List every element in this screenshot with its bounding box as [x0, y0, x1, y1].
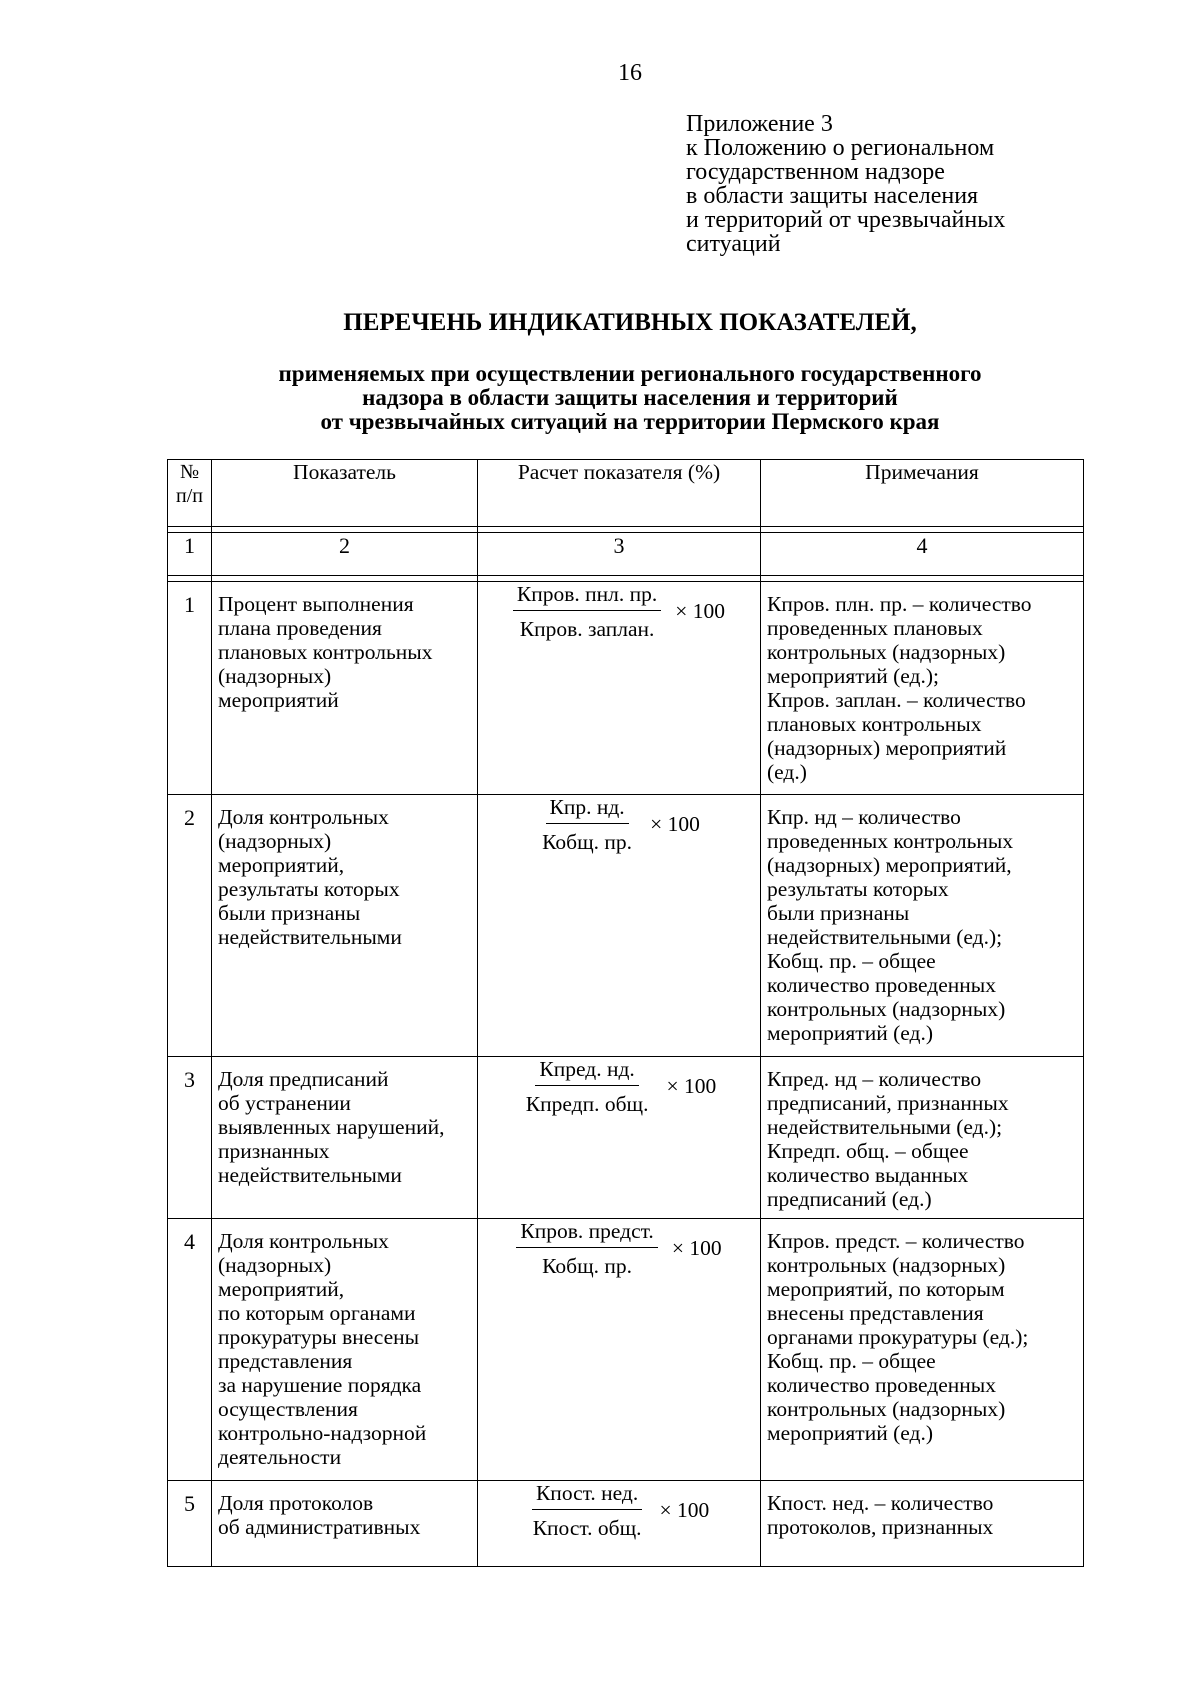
note-line: мероприятий (ед.) [767, 1021, 933, 1045]
fraction [538, 795, 636, 854]
indicator-line: Доля протоколов [218, 1491, 374, 1515]
formula-denominator: Кпров. заплан. [519, 617, 655, 641]
column-number-row [168, 533, 1084, 576]
title-sub-line: от чрезвычайных ситуаций на территории Пермского края [320, 409, 940, 434]
fraction [513, 582, 661, 641]
title-main: ПЕРЕЧЕНЬ ИНДИКАТИВНЫХ ПОКАЗАТЕЛЕЙ, [343, 309, 917, 336]
fraction [516, 1219, 657, 1278]
row-number: 3 [168, 1057, 212, 1219]
row-number: 1 [168, 582, 212, 795]
table-row [168, 582, 1084, 795]
row-notes [761, 1057, 1084, 1219]
note-line: были признаны [767, 901, 910, 925]
note-line: (надзорных) мероприятий, [767, 853, 1012, 877]
note-line: контрольных (надзорных) [767, 640, 1006, 664]
indicator-line: (надзорных) [218, 1253, 332, 1277]
formula-denominator: Кобщ. пр. [542, 830, 633, 854]
indicator-line: плана проведения [218, 616, 382, 640]
formula [478, 582, 760, 641]
indicator-line: Доля предписаний [218, 1067, 389, 1091]
row-calculation [478, 1057, 761, 1219]
formula-multiplier: × 100 [659, 1498, 710, 1522]
indicator-line: результаты которых [218, 877, 400, 901]
formula-multiplier: × 100 [650, 812, 700, 836]
indicator-line: об устранении [218, 1091, 351, 1115]
row-notes [761, 795, 1084, 1057]
note-line: Кпр. нд – количество [767, 805, 961, 829]
fraction [522, 1057, 653, 1116]
row-notes [761, 582, 1084, 795]
indicator-line: недействительными [218, 1163, 402, 1187]
appendix-line: ситуаций [686, 231, 781, 257]
appendix-line: Приложение 3 [686, 111, 833, 137]
column-number: 3 [478, 533, 761, 576]
indicator-line: прокуратуры внесены [218, 1325, 420, 1349]
indicator-line: (надзорных) [218, 664, 332, 688]
table-row [168, 1481, 1084, 1567]
note-line: Кпров. предст. – количество [767, 1229, 1025, 1253]
page-number: 16 [618, 60, 642, 86]
note-line: Кпред. нд – количество [767, 1067, 982, 1091]
indicator-line: Процент выполнения [218, 592, 414, 616]
note-line: проведенных плановых [767, 616, 983, 640]
note-line: результаты которых [767, 877, 949, 901]
indicator-line: за нарушение порядка [218, 1373, 422, 1397]
row-notes [761, 1219, 1084, 1481]
header-num-line2: п/п [176, 485, 203, 507]
note-line: Кпров. заплан. – количество [767, 688, 1026, 712]
row-indicator [212, 1057, 478, 1219]
formula [478, 1057, 760, 1116]
note-line: (ед.) [767, 760, 807, 784]
formula-denominator: Кпост. общ. [532, 1516, 642, 1540]
note-line: Кпост. нед. – количество [767, 1491, 994, 1515]
indicator-line: были признаны [218, 901, 361, 925]
indicator-line: признанных [218, 1139, 330, 1163]
formula-denominator: Кобщ. пр. [542, 1254, 633, 1278]
note-line: плановых контрольных [767, 712, 982, 736]
note-line: контрольных (надзорных) [767, 997, 1006, 1021]
note-line: органами прокуратуры (ед.); [767, 1325, 1029, 1349]
indicator-line: представления [218, 1349, 353, 1373]
formula [478, 1481, 760, 1540]
title-sub-line: надзора в области защиты населения и территорий [362, 385, 898, 410]
row-indicator [212, 1219, 478, 1481]
formula-denominator: Кпредп. общ. [525, 1092, 649, 1116]
note-line: контрольных (надзорных) [767, 1253, 1006, 1277]
table-row [168, 795, 1084, 1057]
appendix-line: государственном надзоре [686, 159, 945, 185]
note-line: контрольных (надзорных) [767, 1397, 1006, 1421]
formula-numerator: Кпр. нд. [546, 795, 629, 824]
indicator-line: мероприятий, [218, 853, 345, 877]
indicator-line: контрольно-надзорной [218, 1421, 427, 1445]
row-number: 2 [168, 795, 212, 1057]
note-line: внесены представления [767, 1301, 984, 1325]
note-line: количество проведенных [767, 973, 996, 997]
table-row [168, 1219, 1084, 1481]
indicator-line: недействительными [218, 925, 402, 949]
formula-multiplier: × 100 [671, 1236, 722, 1260]
row-indicator [212, 1481, 478, 1567]
note-line: Кобщ. пр. – общее [767, 949, 936, 973]
indicator-line: мероприятий, [218, 1277, 345, 1301]
formula-numerator: Кпред. нд. [535, 1057, 638, 1086]
row-notes [761, 1481, 1084, 1567]
note-line: предписаний (ед.) [767, 1187, 932, 1211]
indicator-line: по которым органами [218, 1301, 416, 1325]
header-notes: Примечания [761, 460, 1084, 527]
formula-multiplier: × 100 [675, 599, 726, 623]
note-line: предписаний, признанных [767, 1091, 1009, 1115]
indicator-line: деятельности [218, 1445, 342, 1469]
document-title [130, 308, 1130, 434]
note-line: Кпредп. общ. – общее [767, 1139, 969, 1163]
indicator-line: (надзорных) [218, 829, 332, 853]
fraction [529, 1481, 646, 1540]
indicators-table [167, 459, 1084, 1567]
appendix-line: и территорий от чрезвычайных [686, 207, 1006, 233]
note-line: Кпров. плн. пр. – количество [767, 592, 1032, 616]
row-indicator [212, 582, 478, 795]
row-calculation [478, 582, 761, 795]
note-line: проведенных контрольных [767, 829, 1014, 853]
column-number: 1 [168, 533, 212, 576]
indicator-line: Доля контрольных [218, 1229, 389, 1253]
formula [478, 795, 760, 854]
indicator-line: плановых контрольных [218, 640, 433, 664]
formula-numerator: Кпров. пнл. пр. [513, 582, 661, 611]
appendix-line: к Положению о региональном [686, 135, 995, 161]
header-indicator: Показатель [212, 460, 478, 527]
formula [478, 1219, 760, 1278]
header-calculation: Расчет показателя (%) [478, 460, 761, 527]
note-line: недействительными (ед.); [767, 925, 1003, 949]
title-sub-line: применяемых при осуществлении регионального государственного [278, 361, 982, 386]
appendix-line: в области защиты населения [686, 183, 979, 209]
header-num [168, 460, 212, 527]
table-row [168, 1057, 1084, 1219]
note-line: недействительными (ед.); [767, 1115, 1003, 1139]
note-line: мероприятий (ед.) [767, 1421, 933, 1445]
note-line: мероприятий, по которым [767, 1277, 1005, 1301]
note-line: Кобщ. пр. – общее [767, 1349, 936, 1373]
note-line: (надзорных) мероприятий [767, 736, 1007, 760]
formula-numerator: Кпост. нед. [532, 1481, 642, 1510]
indicator-line: Доля контрольных [218, 805, 389, 829]
indicator-line: выявленных нарушений, [218, 1115, 445, 1139]
column-number: 2 [212, 533, 478, 576]
row-calculation [478, 1481, 761, 1567]
indicator-line: об административных [218, 1515, 421, 1539]
row-indicator [212, 795, 478, 1057]
indicator-line: осуществления [218, 1397, 358, 1421]
table-header-row [168, 460, 1084, 527]
title-subtitle [130, 362, 1130, 434]
note-line: мероприятий (ед.); [767, 664, 939, 688]
column-number: 4 [761, 533, 1084, 576]
formula-numerator: Кпров. предст. [516, 1219, 657, 1248]
appendix-header [686, 112, 1106, 256]
header-num-line1: № [179, 461, 200, 483]
row-number: 5 [168, 1481, 212, 1567]
note-line: количество выданных [767, 1163, 969, 1187]
row-number: 4 [168, 1219, 212, 1481]
row-calculation [478, 795, 761, 1057]
note-line: количество проведенных [767, 1373, 996, 1397]
indicator-line: мероприятий [218, 688, 339, 712]
formula-multiplier: × 100 [666, 1074, 717, 1098]
row-calculation [478, 1219, 761, 1481]
note-line: протоколов, признанных [767, 1515, 994, 1539]
